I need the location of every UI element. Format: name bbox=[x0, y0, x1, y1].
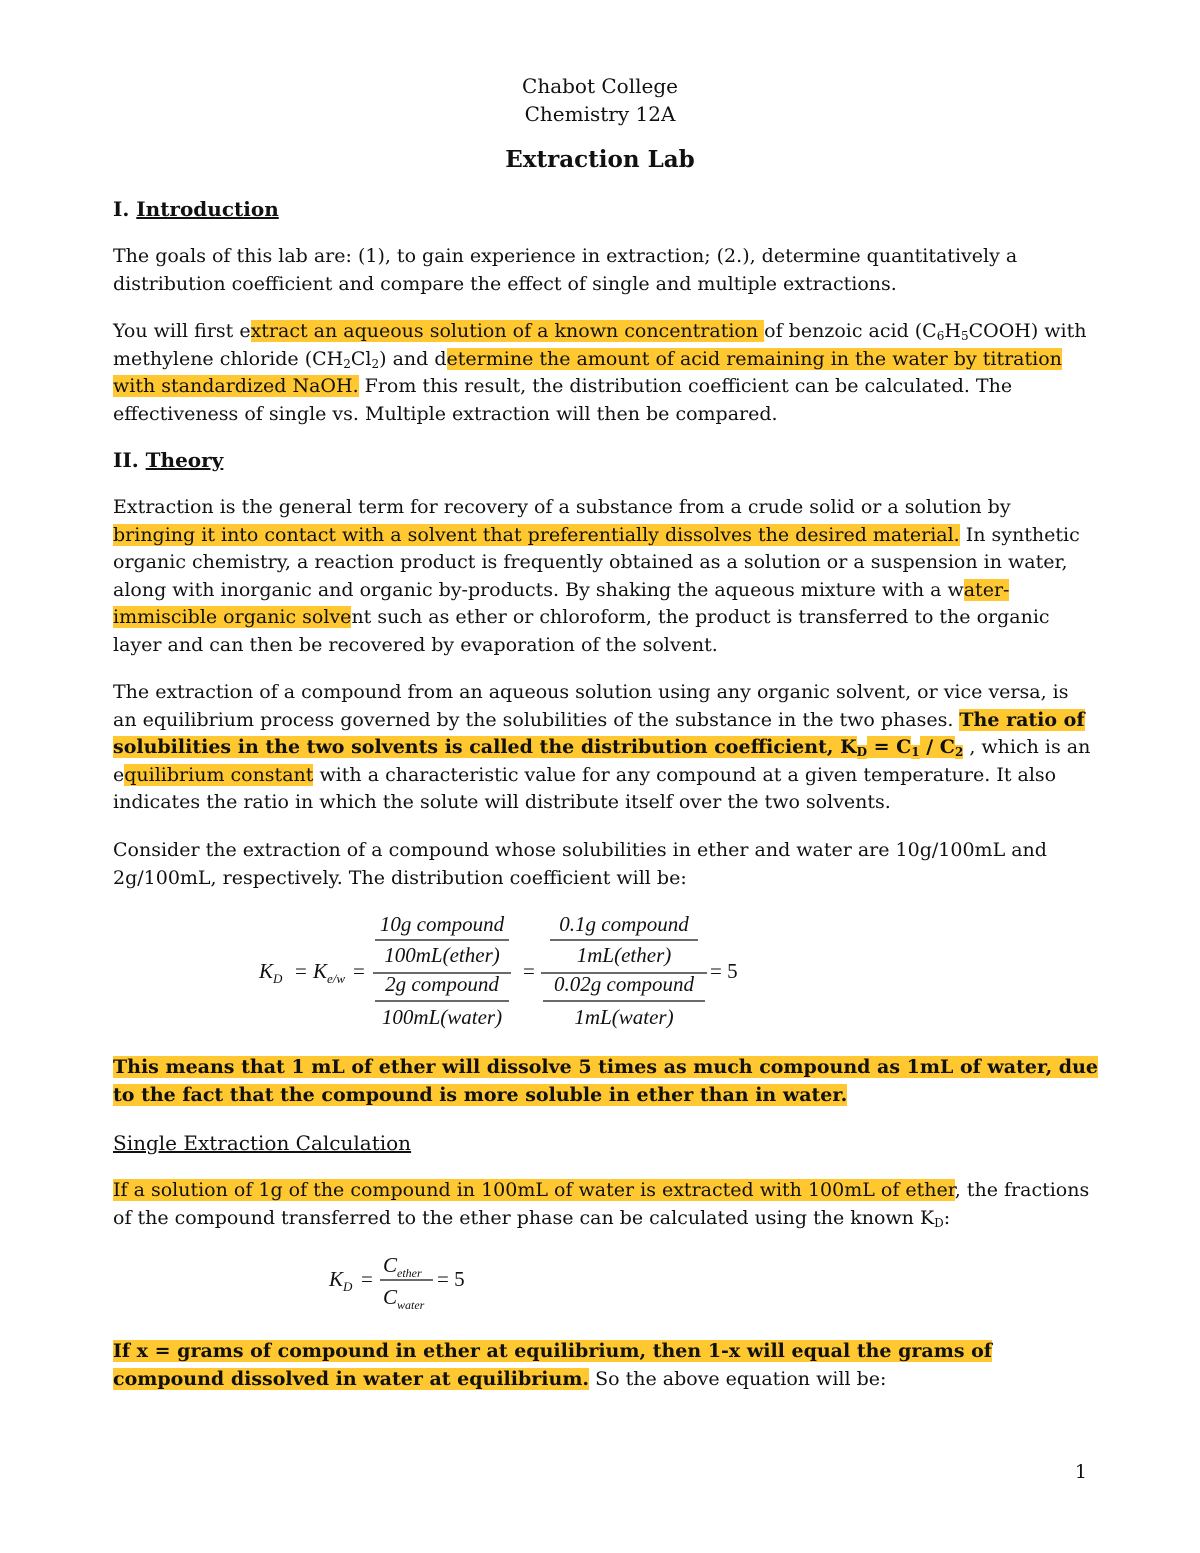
svg-text:=: = bbox=[361, 1267, 373, 1291]
single-extraction-heading: Single Extraction Calculation bbox=[113, 1131, 412, 1155]
intro-paragraph-goals: The goals of this lab are: (1), to gain experience in extraction; (2.), determine quantitatively a distribution coefficient and compare the effect of single and multiple extractions. bbox=[113, 245, 1018, 295]
svg-text:100mL(ether): 100mL(ether) bbox=[384, 943, 500, 967]
theory-paragraph-extraction: Extraction is the general term for recovery of a substance from a crude solid or a solution by bringing it into contact with a solvent that preferentially dissolves the desired material. In synthetic organic chemistry, a reaction product is frequently obtained as a solution or a suspension in water, along with inorganic and organic by-products. By shaking the aqueous mixture with a water-immiscible organic solvent such as ether or chloroform, the product is transferred to the organic layer and can then be recovered by evaporation of the solvent. bbox=[113, 496, 1080, 656]
page-number: 1 bbox=[1074, 1461, 1087, 1483]
page-title: Extraction Lab bbox=[505, 146, 695, 173]
svg-text:=: = bbox=[523, 959, 535, 983]
theory-paragraph-equilibrium: The extraction of a compound from an aqueous solution using any organic solvent, or vice versa, is an equilibrium process governed by the solubilities of the substance in the two phases. The ratio of solubilities in the two solvents is called the distribution coefficient, $K_D = C_1 / C_2$ , which is an equilibrium constant with a characteristic value for any compound at a given temperature. It also indicates the ratio in which the solute will distribute itself over the two solvents. bbox=[113, 681, 1091, 813]
svg-text:0.02g compound: 0.02g compound bbox=[554, 972, 694, 996]
eq1-kd: $K_D$ bbox=[259, 959, 283, 986]
kd-ratio-equation bbox=[325, 1252, 495, 1326]
svg-text:100mL(water): 100mL(water) bbox=[381, 1005, 503, 1029]
eq1-kew: $K_{e/w}$ bbox=[313, 959, 346, 986]
theory-paragraph-example: Consider the extraction of a compound whose solubilities in ether and water are 10g/100mL and 2g/100mL, respectively. The distribution coefficient will be: bbox=[113, 839, 1047, 889]
svg-text:= 5: = 5 bbox=[437, 1267, 465, 1291]
theory-heading: II. Theory bbox=[113, 448, 224, 472]
svg-text:Cwater: $C_{water}$ bbox=[383, 1285, 425, 1312]
theory-paragraph-interpretation: This means that 1 mL of ether will dissolve 5 times as much compound as 1mL of water, due to the fact that the compound is more soluble in ether than in water. bbox=[113, 1056, 1098, 1106]
intro-paragraph-procedure: You will first extract an aqueous solution of a known concentration of benzoic acid $(C_6H_5COOH)$ with methylene chloride $(CH_2Cl_2)$ and determine the amount of acid remaining in the water by titration with standardized NaOH. From this result, the distribution coefficient can be calculated. The effectiveness of single vs. Multiple extraction will then be compared. bbox=[113, 320, 1087, 425]
distribution-coefficient-equation bbox=[255, 905, 755, 1039]
svg-text:=: = bbox=[295, 959, 307, 983]
svg-text:10g compound: 10g compound bbox=[379, 912, 505, 936]
single-extraction-paragraph-x: If x = grams of compound in ether at equilibrium, then 1-x will equal the grams of compound dissolved in water at equilibrium. So the above equation will be: bbox=[113, 1340, 992, 1390]
svg-text:1mL(water): 1mL(water) bbox=[574, 1005, 674, 1029]
svg-text:KD: $K_D$ bbox=[329, 1267, 353, 1294]
svg-text:Cether: $C_{ether}$ bbox=[383, 1253, 422, 1280]
intro-heading: I. Introduction bbox=[113, 197, 279, 221]
svg-text:=: = bbox=[353, 959, 365, 983]
svg-text:= 5: = 5 bbox=[710, 959, 738, 983]
single-extraction-paragraph: If a solution of 1g of the compound in 100mL of water is extracted with 100mL of ether, the fractions of the compound transferred to the ether phase can be calculated using the known $K_D$: bbox=[113, 1179, 1090, 1230]
svg-text:2g compound: 2g compound bbox=[385, 972, 499, 996]
svg-text:1mL(ether): 1mL(ether) bbox=[576, 943, 672, 967]
college-name: Chabot College bbox=[522, 74, 678, 98]
course-name: Chemistry 12A bbox=[524, 102, 676, 126]
svg-text:0.1g compound: 0.1g compound bbox=[559, 912, 689, 936]
